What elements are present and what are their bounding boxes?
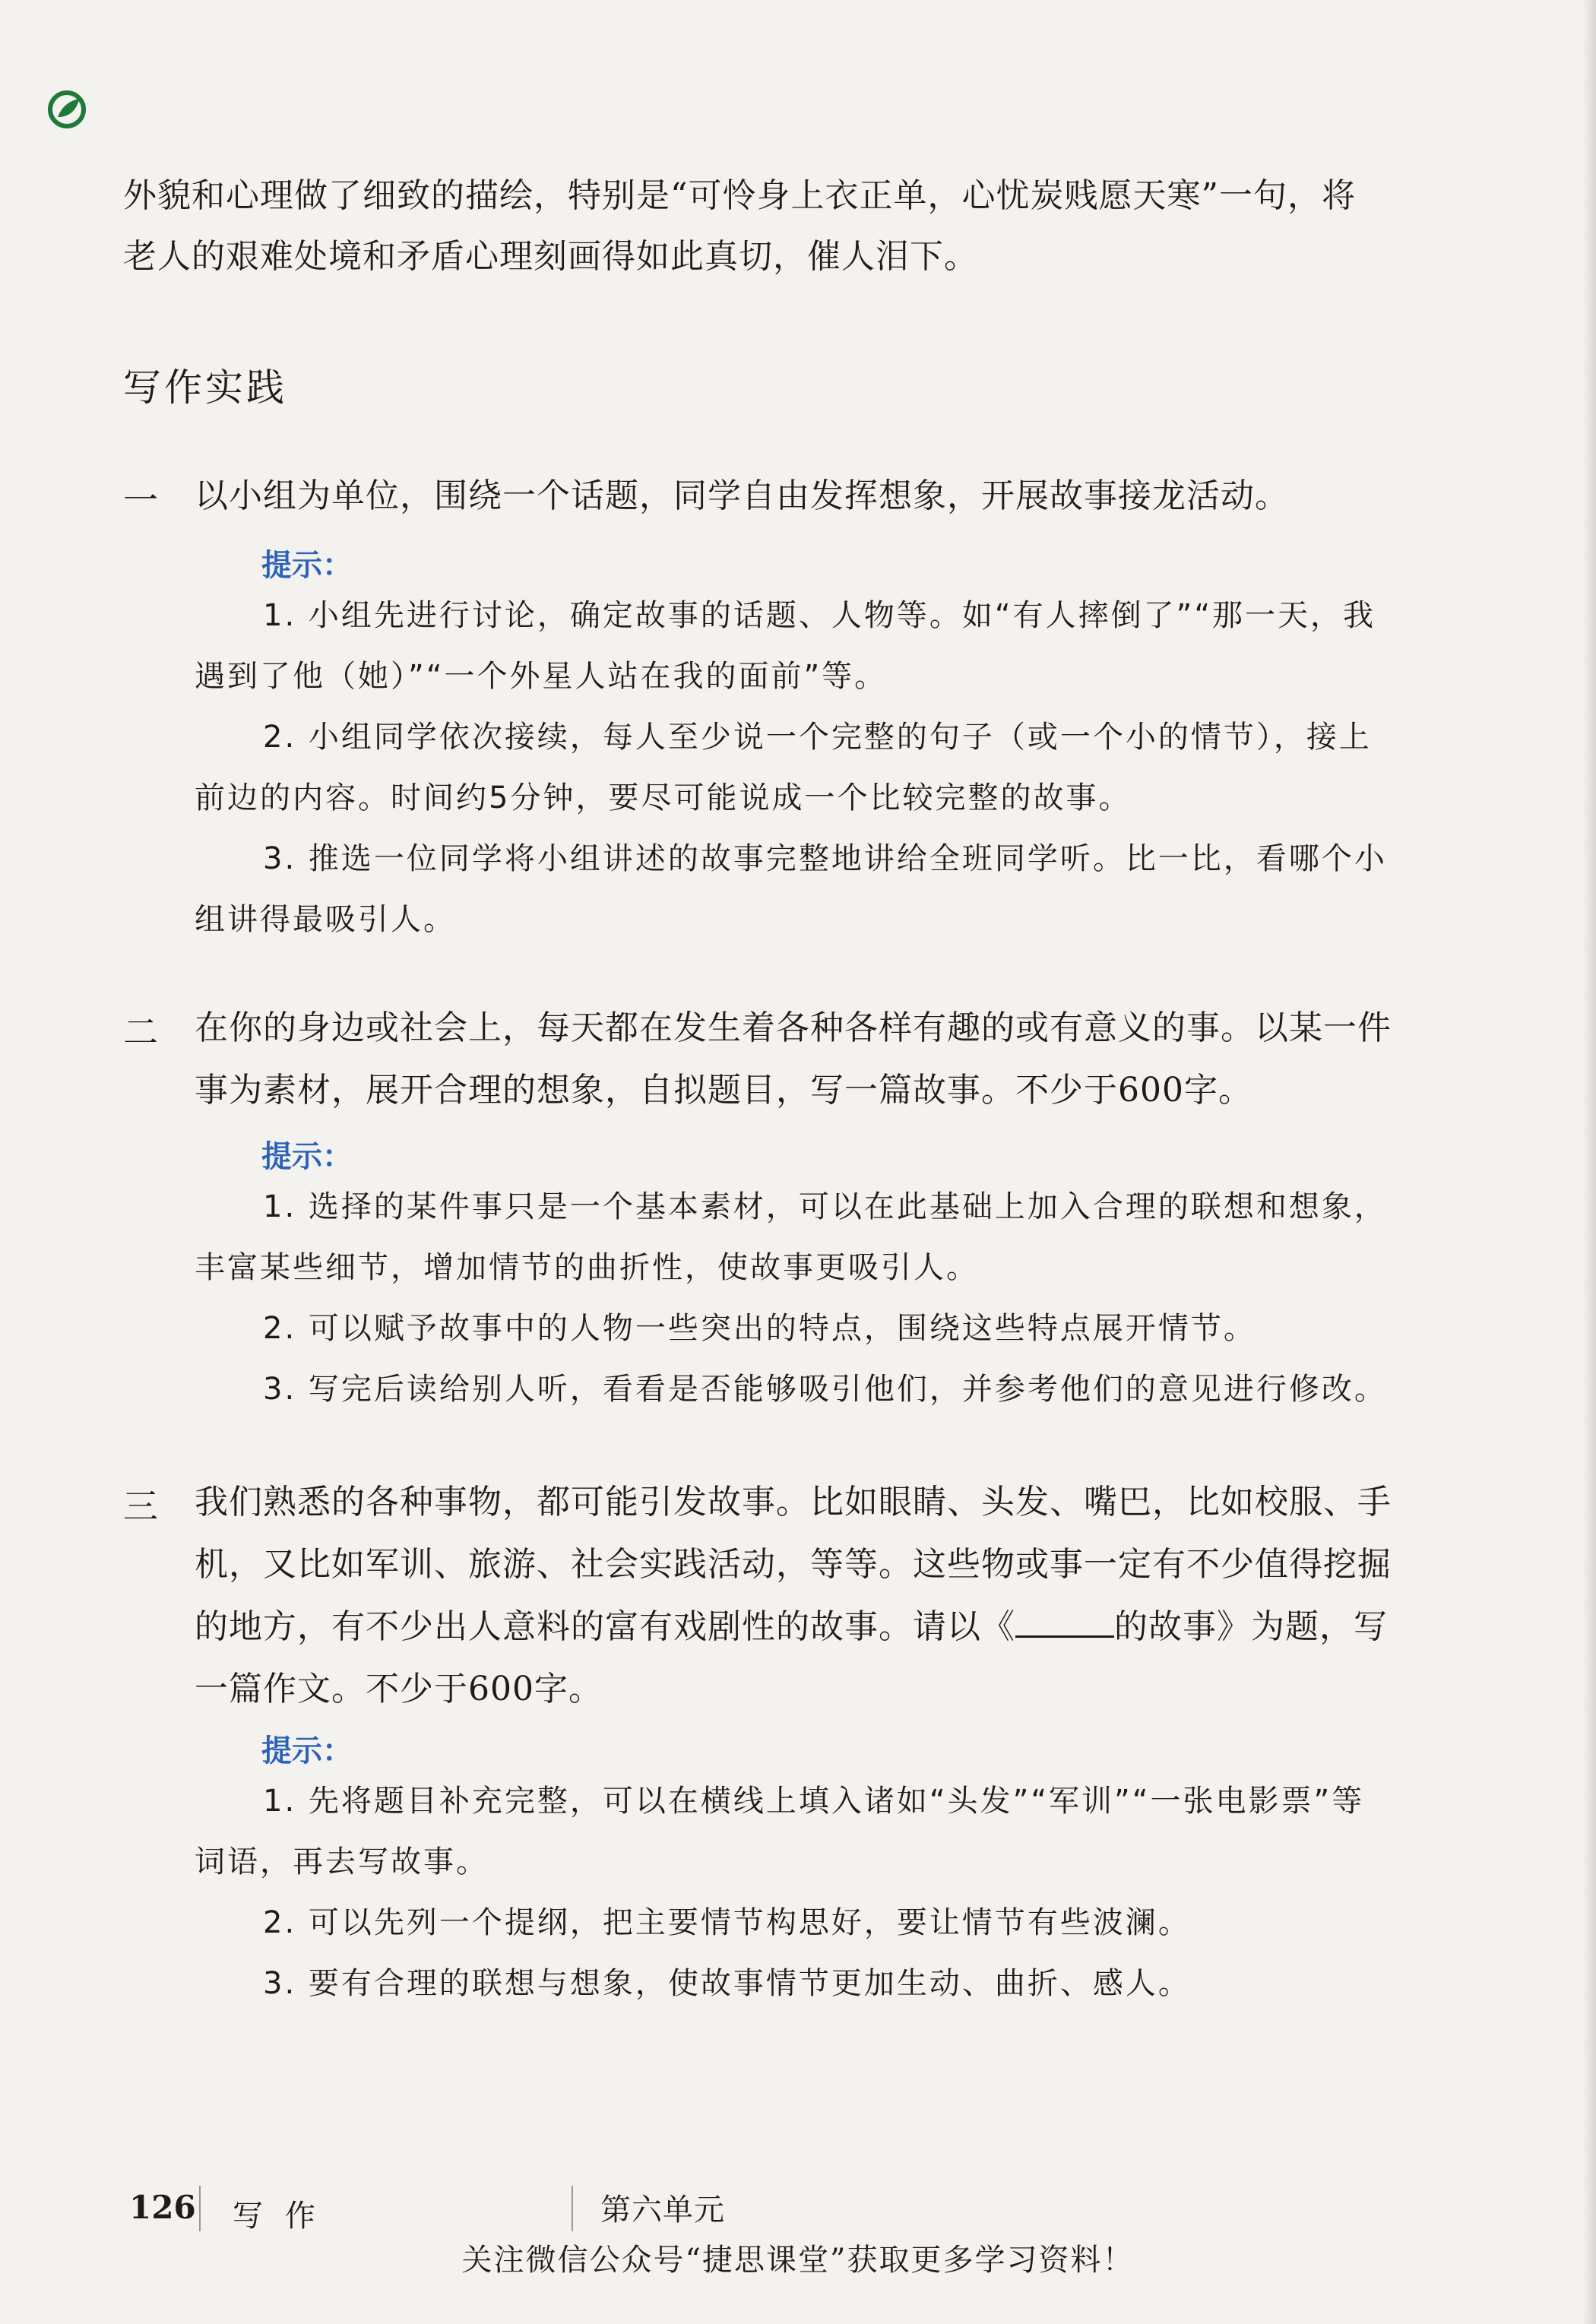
question-1-tip-3: 3. 推选一位同学将小组讲述的故事完整地讲给全班同学听。比一比，看哪个小组讲得最吸引人。	[195, 841, 1387, 937]
question-1-tips-label: 提示：	[261, 548, 353, 583]
intro-paragraph	[123, 166, 1400, 287]
question-3-tip-2: 2. 可以先列一个提纲，把主要情节构思好，要让情节有些波澜。	[263, 1905, 1191, 1940]
page-number: 126	[129, 2189, 196, 2226]
section-title: 写作实践	[123, 366, 287, 410]
question-2-tips-label: 提示：	[261, 1139, 353, 1174]
intro-line: 老人的艰难处境和矛盾心理刻画得如此真切，催人泪下。	[123, 237, 978, 276]
watermark-text: 关注微信公众号“捷思课堂”获取更多学习资料！	[461, 2243, 1135, 2278]
leaf-logo-icon	[47, 90, 87, 129]
question-3-tip-1: 1. 先将题目补充完整，可以在横线上填入诸如“头发”“军训”“一张电影票”等词语，再去写故事。	[195, 1784, 1365, 1879]
footer-unit: 第六单元	[600, 2193, 725, 2227]
question-3-text-after: 的故事》为题，写一篇作文。不少于600字。	[195, 1607, 1388, 1708]
question-2-text: 在你的身边或社会上，每天都在发生着各种各样有趣的或有意义的事。以某一件事为素材，展开合理的想象，自拟题目，写一篇故事。不少于600字。	[195, 1008, 1392, 1110]
question-3-text	[195, 1471, 1395, 1721]
question-3-tips-label: 提示：	[261, 1734, 353, 1768]
question-3-number: 三	[123, 1486, 158, 1527]
footer-divider	[199, 2186, 201, 2231]
question-2-number: 二	[123, 1012, 158, 1053]
footer-section: 写 作	[233, 2199, 321, 2234]
page-edge-shadow	[1582, 0, 1596, 2324]
question-2-tip-2: 2. 可以赋予故事中的人物一些突出的特点，围绕这些特点展开情节。	[263, 1311, 1256, 1346]
question-1-number: 一	[123, 480, 158, 521]
question-3-tip-3: 3. 要有合理的联想与想象，使故事情节更加生动、曲折、感人。	[263, 1966, 1191, 2001]
question-1-tip-2: 2. 小组同学依次接续，每人至少说一个完整的句子（或一个小的情节），接上前边的内容。时间约5分钟，要尽可能说成一个比较完整的故事。	[195, 720, 1372, 815]
question-1-tip-1: 1. 小组先进行讨论，确定故事的话题、人物等。如“有人摔倒了”“那一天，我遇到了他（她）”“一个外星人站在我的面前”等。	[195, 598, 1376, 694]
title-blank	[1015, 1605, 1114, 1638]
question-3-text-before: 我们熟悉的各种事物，都可能引发故事。比如眼睛、头发、嘴巴，比如校服、手机，又比如军训、旅游、社会实践活动，等等。这些物或事一定有不少值得挖掘的地方，有不少出人意料的富有戏剧性的故事。请以《	[195, 1483, 1392, 1646]
intro-line: 外貌和心理做了细致的描绘，特别是“可怜身上衣正单，心忧炭贱愿天寒”一句，将	[123, 176, 1356, 215]
footer-divider	[572, 2186, 573, 2231]
question-2-tip-3: 3. 写完后读给别人听，看看是否能够吸引他们，并参考他们的意见进行修改。	[263, 1372, 1387, 1407]
question-1-text: 以小组为单位，围绕一个话题，同学自由发挥想象，开展故事接龙活动。	[195, 477, 1289, 515]
question-2-tip-1: 1. 选择的某件事只是一个基本素材，可以在此基础上加入合理的联想和想象，丰富某些细节，增加情节的曲折性，使故事更吸引人。	[195, 1189, 1387, 1285]
